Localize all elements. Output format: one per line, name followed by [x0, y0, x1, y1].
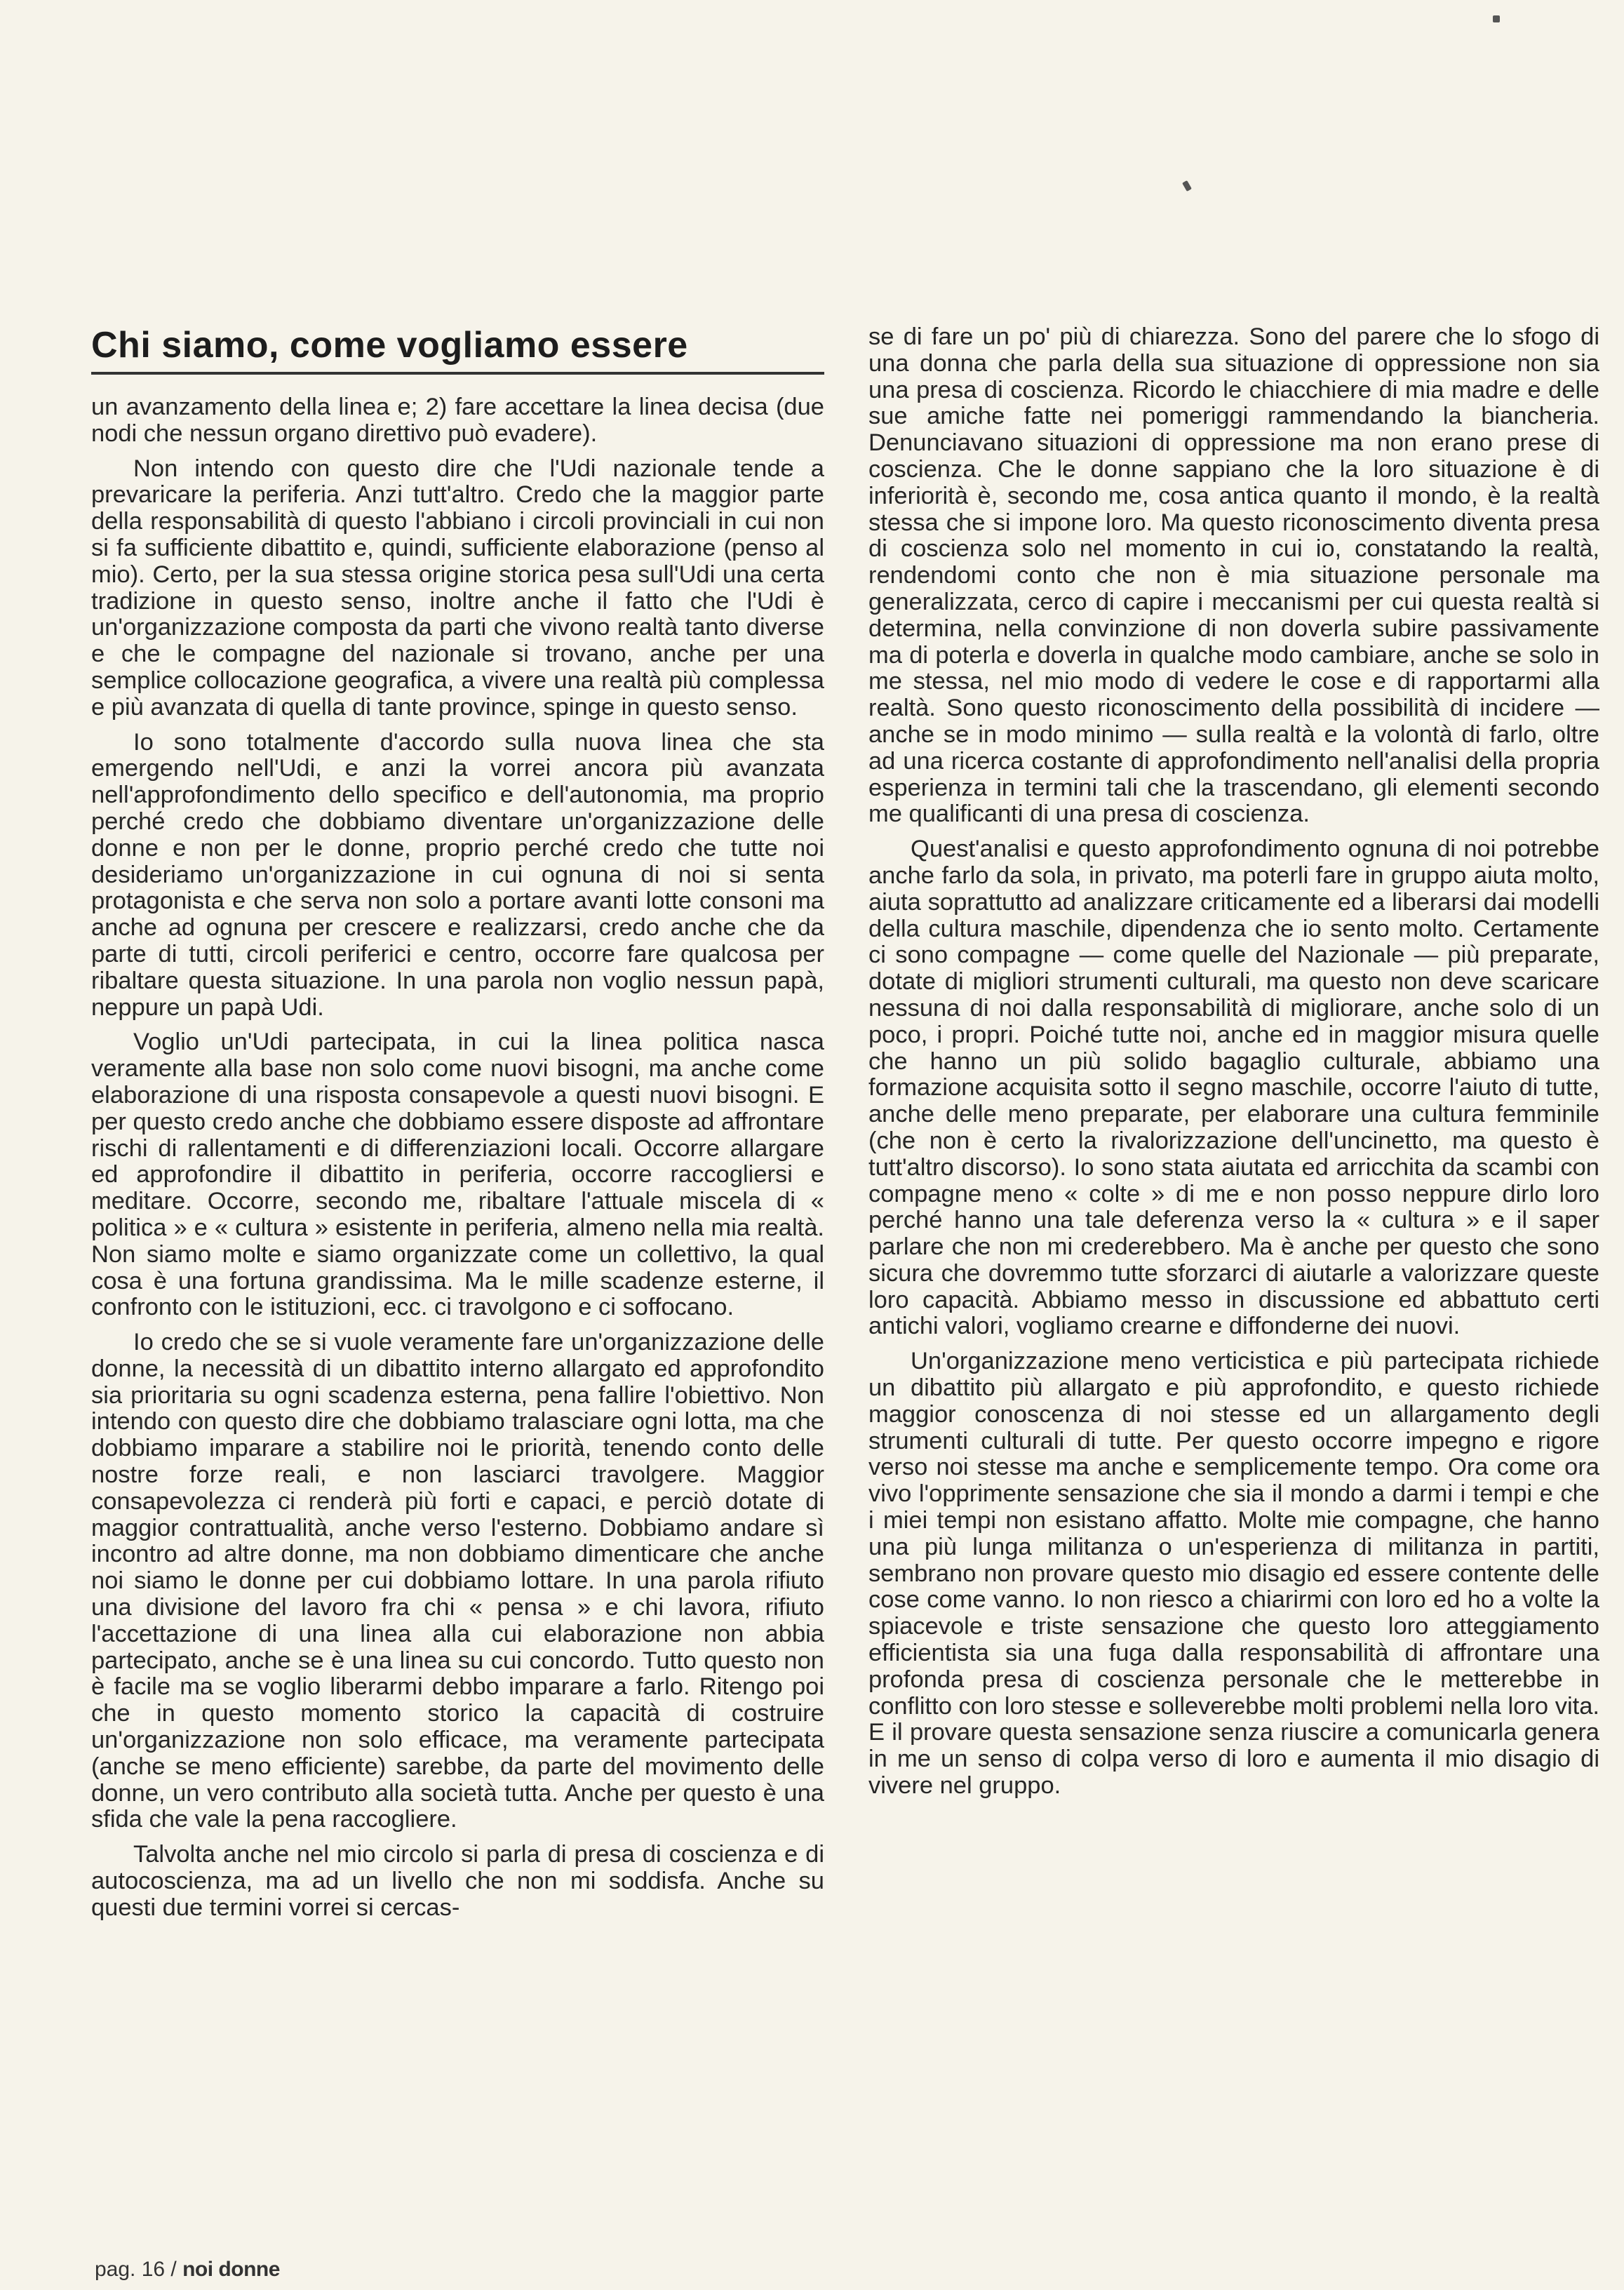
paragraph: se di fare un po' più di chiarezza. Sono del parere che lo sfogo di una donna che parla della sua situazione di oppressione non sia una presa di coscienza. Ricordo le chiacchiere di mia madre e delle sue amiche fatte nei pomeriggi rammendando la biancheria. Denunciavano situazioni di oppressione ma non erano prese di coscienza. Che le donne sappiano che la loro situazione è di inferiorità è, secondo me, cosa antica quanto il mondo, è la realtà stessa che si impone loro. Ma questo riconoscimento diventa presa di coscienza solo nel momento in cui io, constatando la realtà, rendendomi conto che non è mia situazione personale ma generalizzata, cerco di capire i meccanismi per cui questa realtà si determina, nella convinzione di non doverla subire passivamente ma di poterla e doverla in qualche modo cambiare, anche se solo in me stessa, nel mio modo di vedere le cose e di rapportarmi alla realtà. Sono questo riconoscimento della possibilità di incidere — anche se in modo minimo — sulla realtà e la volontà di farlo, oltre ad una ricerca costante di approfondimento nell'analisi della propria esperienza in termini tali che la trascendano, gli elementi secondo me qualificanti di una presa di coscienza.: [868, 323, 1599, 828]
paragraph: Non intendo con questo dire che l'Udi nazionale tende a prevaricare la periferia. Anzi tutt'altro. Credo che la maggior parte della responsabilità di questo l'abbiano i circoli provinciali in cui non si fa sufficiente dibattito e, quindi, sufficiente elaborazione (penso al mio). Certo, per la sua stessa origine storica pesa sull'Udi una certa tradizione in questo senso, inoltre anche il fatto che l'Udi è un'organizzazione composta da parti che vivono realtà tanto diverse e che le compagne del nazionale si trovano, anche per una semplice collocazione geografica, a vivere una realtà più complessa e più avanzata di quella di tante province, spinge in questo senso.: [91, 455, 824, 721]
page-footer: [95, 2258, 280, 2282]
left-column: [91, 394, 824, 1922]
paragraph: Quest'analisi e questo approfondimento ognuna di noi potrebbe anche farlo da sola, in privato, ma poterli fare in gruppo aiuta molto, aiuta soprattutto ad analizzare criticamente ed a liberarsi dai modelli della cultura maschile, dipendenza che io sento molto. Certamente ci sono compagne — come quelle del Nazionale — più preparate, dotate di migliori strumenti culturali, ma questo non deve scaricare nessuna di noi dalla responsabilità di migliorare, anche solo di un poco, i propri. Poiché tutte noi, anche ed in maggior misura quelle che hanno un più solido bagaglio culturale, abbiamo una formazione acquisita sotto il segno maschile, occorre l'aiuto di tutte, anche delle meno preparate, per elaborare una cultura femminile (che non è certo la rivalorizzazione dell'uncinetto, ma questo è tutt'altro discorso). Io sono stata aiutata ed arricchita da scambi con compagne meno « colte » di me e non posso neppure dirlo loro perché hanno una tale deferenza verso la « cultura » e il saper parlare che non mi crederebbero. Ma è anche per questo che sono sicura che dovremmo tutte sforzarci di aiutarle a valorizzare queste loro capacità. Abbiamo messo in discussione ed abbattuto certi antichi valori, vogliamo crearne e diffonderne dei nuovi.: [868, 836, 1599, 1340]
paragraph: Voglio un'Udi partecipata, in cui la linea politica nasca veramente alla base non solo come nuovi bisogni, ma anche come elaborazione di una risposta consapevole a questi nuovi bisogni. E per questo credo anche che dobbiamo essere disposte ad affrontare rischi di rallentamenti e di differenziazioni locali. Occorre allargare ed approfondire il dibattito in periferia, occorre raccogliersi e meditare. Occorre, secondo me, ribaltare l'attuale miscela di « politica » e « cultura » esistente in periferia, almeno nella mia realtà. Non siamo molte e siamo organizzate come un collettivo, la qual cosa è una fortuna grandissima. Ma le mille scadenze esterne, il confronto con le istituzioni, ecc. ci travolgono e ci soffocano.: [91, 1029, 824, 1321]
page-number: pag. 16 /: [95, 2258, 177, 2281]
paragraph: Un'organizzazione meno verticistica e più partecipata richiede un dibattito più allargato e più approfondito, e questo richiede maggior conoscenza di noi stesse ed un allargamento degli strumenti culturali di tutte. Per questo occorre impegno e rigore verso noi stesse ma anche e semplicemente tempo. Ora come ora vivo l'opprimente sensazione che sia il mondo a darmi i tempi e che i miei tempi non esistano affatto. Molte mie compagne, che hanno una più lunga militanza o un'esperienza di militanza in partiti, sembrano non provare questo mio disagio ed essere contente delle cose come vanno. Io non riesco a chiarirmi con loro ed ho a volte la spiacevole e triste sensazione che questo loro atteggiamento efficientista sia una fuga dalla responsabilità di affrontare una profonda presa di coscienza personale che le metterebbe in conflitto con loro stesse e solleverebbe molti problemi nella loro vita. E il provare questa sensazione senza riuscire a comunicarla genera in me un senso di colpa verso di loro e aumenta il mio disagio di vivere nel gruppo.: [868, 1348, 1599, 1800]
scan-speck: [1182, 180, 1192, 192]
magazine-brand: noi donne: [182, 2258, 280, 2281]
article-title: Chi siamo, come vogliamo essere: [91, 325, 688, 366]
paragraph: Io credo che se si vuole veramente fare un'organizzazione delle donne, la necessità di un dibattito interno allargato ed approfondito sia prioritaria su ogni scadenza esterna, pena fallire l'obiettivo. Non intendo con questo dire che dobbiamo tralasciare ogni lotta, ma che dobbiamo imparare a stabilire noi le priorità, tenendo conto delle nostre forze reali, e non lasciarci travolgere. Maggior consapevolezza ci renderà più forti e capaci, e perciò dotate di maggior contrattualità, anche verso l'esterno. Dobbiamo andare sì incontro ad altre donne, ma non dobbiamo dimenticare che anche noi siamo le donne per cui dobbiamo lottare. In una parola rifiuto una divisione del lavoro fra chi « pensa » e chi lavora, rifiuto l'accettazione di una linea alla cui elaborazione non abbia partecipato, anche se è una linea su cui concordo. Tutto questo non è facile ma se voglio liberarmi debbo imparare a farlo. Ritengo poi che in questo momento storico la capacità di costruire un'organizzazione non solo efficace, ma veramente partecipata (anche se meno efficiente) sarebbe, da parte del movimento delle donne, un vero contributo alla società tutta. Anche per questo è una sfida che vale la pena raccogliere.: [91, 1329, 824, 1833]
paragraph: Talvolta anche nel mio circolo si parla di presa di coscienza e di autocoscienza, ma ad un livello che non mi soddisfa. Anche su questi due termini vorrei si cercas-: [91, 1841, 824, 1921]
article-heading: [91, 324, 824, 375]
right-column: [868, 324, 1599, 1800]
scan-speck: [1493, 15, 1500, 22]
paragraph: un avanzamento della linea e; 2) fare accettare la linea decisa (due nodi che nessun organo direttivo può evadere).: [91, 394, 824, 447]
paragraph: Io sono totalmente d'accordo sulla nuova linea che sta emergendo nell'Udi, e anzi la vorrei ancora più avanzata nell'approfondimento dello specifico e dell'autonomia, ma proprio perché credo che dobbiamo diventare un'organizzazione delle donne e non per le donne, proprio perché credo che tutte noi desideriamo un'organizzazione in cui ognuna di noi si senta protagonista e che serva non solo a portare avanti lotte consoni ma anche ad ognuna per crescere e realizzarsi, credo anche che da parte di tutti, circoli periferici e centro, occorre fare qualcosa per ribaltare questa situazione. In una parola non voglio nessun papà, neppure un papà Udi.: [91, 728, 824, 1021]
